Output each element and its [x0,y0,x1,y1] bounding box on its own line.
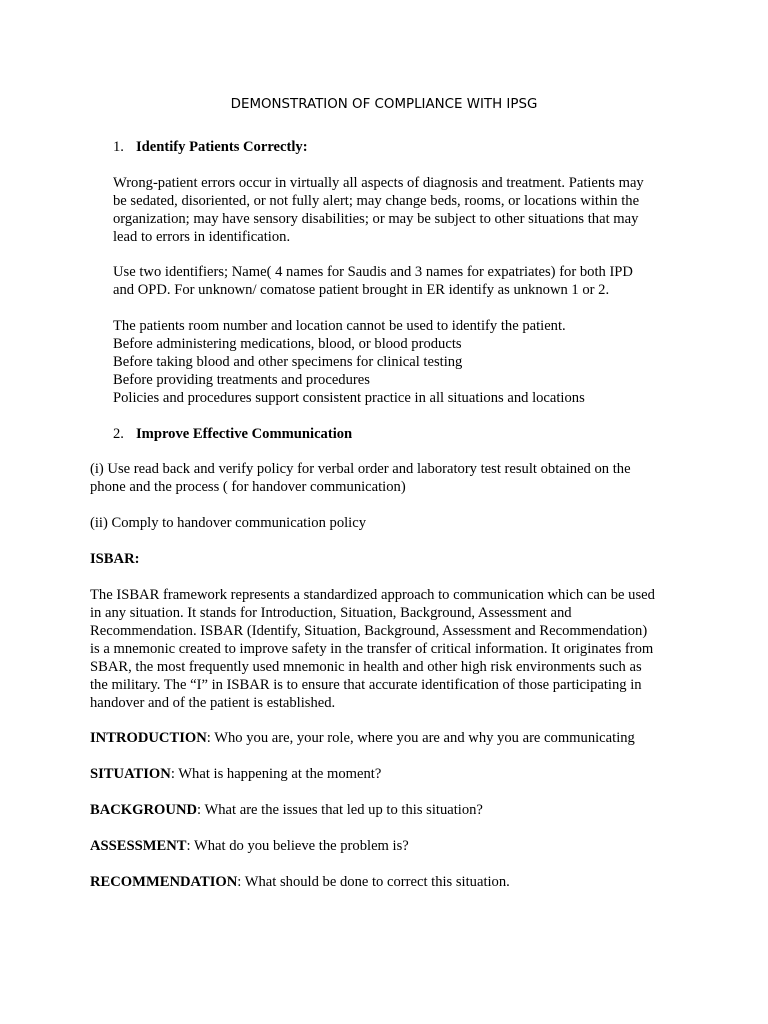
text-line: Wrong-patient errors occur in virtually all aspects of diagnosis and treatment. Patients may [113,175,644,191]
isbar-definition: : What are the issues that led up to this situation? [197,802,483,818]
isbar-definition: : What do you believe the problem is? [186,838,409,854]
isbar-item-assessment [90,837,680,855]
text-line: and OPD. For unknown/ comatose patient brought in ER identify as unknown 1 or 2. [113,282,610,298]
text-line: Recommendation. ISBAR (Identify, Situation, Background, Assessment and Recommendation) [90,623,648,639]
text-line: be sedated, disoriented, or not fully alert; may change beds, rooms, or locations within the [113,193,640,209]
section-2-paragraph-1 [90,460,680,496]
text-line: in any situation. It stands for Introduction, Situation, Background, Assessment and [90,605,572,621]
isbar-item-introduction [90,729,680,747]
text-line: is a mnemonic created to improve safety in the transfer of critical information. It originates from [90,641,654,657]
section-2-heading: Improve Effective Communication [136,426,353,442]
isbar-term: BACKGROUND [90,802,198,818]
text-line: lead to errors in identification. [113,229,291,245]
text-line: phone and the process ( for handover communication) [90,479,406,495]
text-line: Policies and procedures support consistent practice in all situations and locations [113,390,585,406]
isbar-paragraph [90,586,680,712]
text-line: Before taking blood and other specimens for clinical testing [113,354,463,370]
document-title: DEMONSTRATION OF COMPLIANCE WITH IPSG [230,97,538,112]
text-line: The patients room number and location cannot be used to identify the patient. [113,318,566,334]
isbar-definition: : Who you are, your role, where you are and why you are communicating [206,730,635,746]
text-line: Before providing treatments and procedures [113,372,370,388]
section-2-number: 2. [113,426,124,442]
isbar-definition: : What should be done to correct this situation. [237,874,510,890]
isbar-item-situation [90,765,680,783]
isbar-item-recommendation [90,873,680,891]
isbar-heading: ISBAR: [90,551,140,567]
isbar-term: ASSESSMENT [90,838,187,854]
text-line: handover and of the patient is established. [90,695,336,711]
section-1-number: 1. [113,139,124,155]
section-1-paragraph-1 [113,174,703,246]
isbar-term: RECOMMENDATION [90,874,238,890]
isbar-term: INTRODUCTION [90,730,207,746]
text-line: The ISBAR framework represents a standardized approach to communication which can be used [90,587,655,603]
text-line: SBAR, the most frequently used mnemonic in health and other high risk environments such as [90,659,642,675]
section-1-paragraph-2 [113,263,703,299]
section-2-paragraph-2: (ii) Comply to handover communication policy [90,515,367,531]
text-line: organization; may have sensory disabilities; or may be subject to other situations that may [113,211,639,227]
isbar-term: SITUATION [90,766,171,782]
text-line: Use two identifiers; Name( 4 names for Saudis and 3 names for expatriates) for both IPD [113,264,633,280]
isbar-item-background [90,801,680,819]
text-line: the military. The “I” in ISBAR is to ensure that accurate identification of those participating in [90,677,642,693]
section-1-heading: Identify Patients Correctly: [136,139,308,155]
text-line: (i) Use read back and verify policy for verbal order and laboratory test result obtained on the [90,461,631,477]
section-1-paragraph-3 [113,317,703,407]
isbar-definition: : What is happening at the moment? [170,766,382,782]
text-line: Before administering medications, blood, or blood products [113,336,462,352]
